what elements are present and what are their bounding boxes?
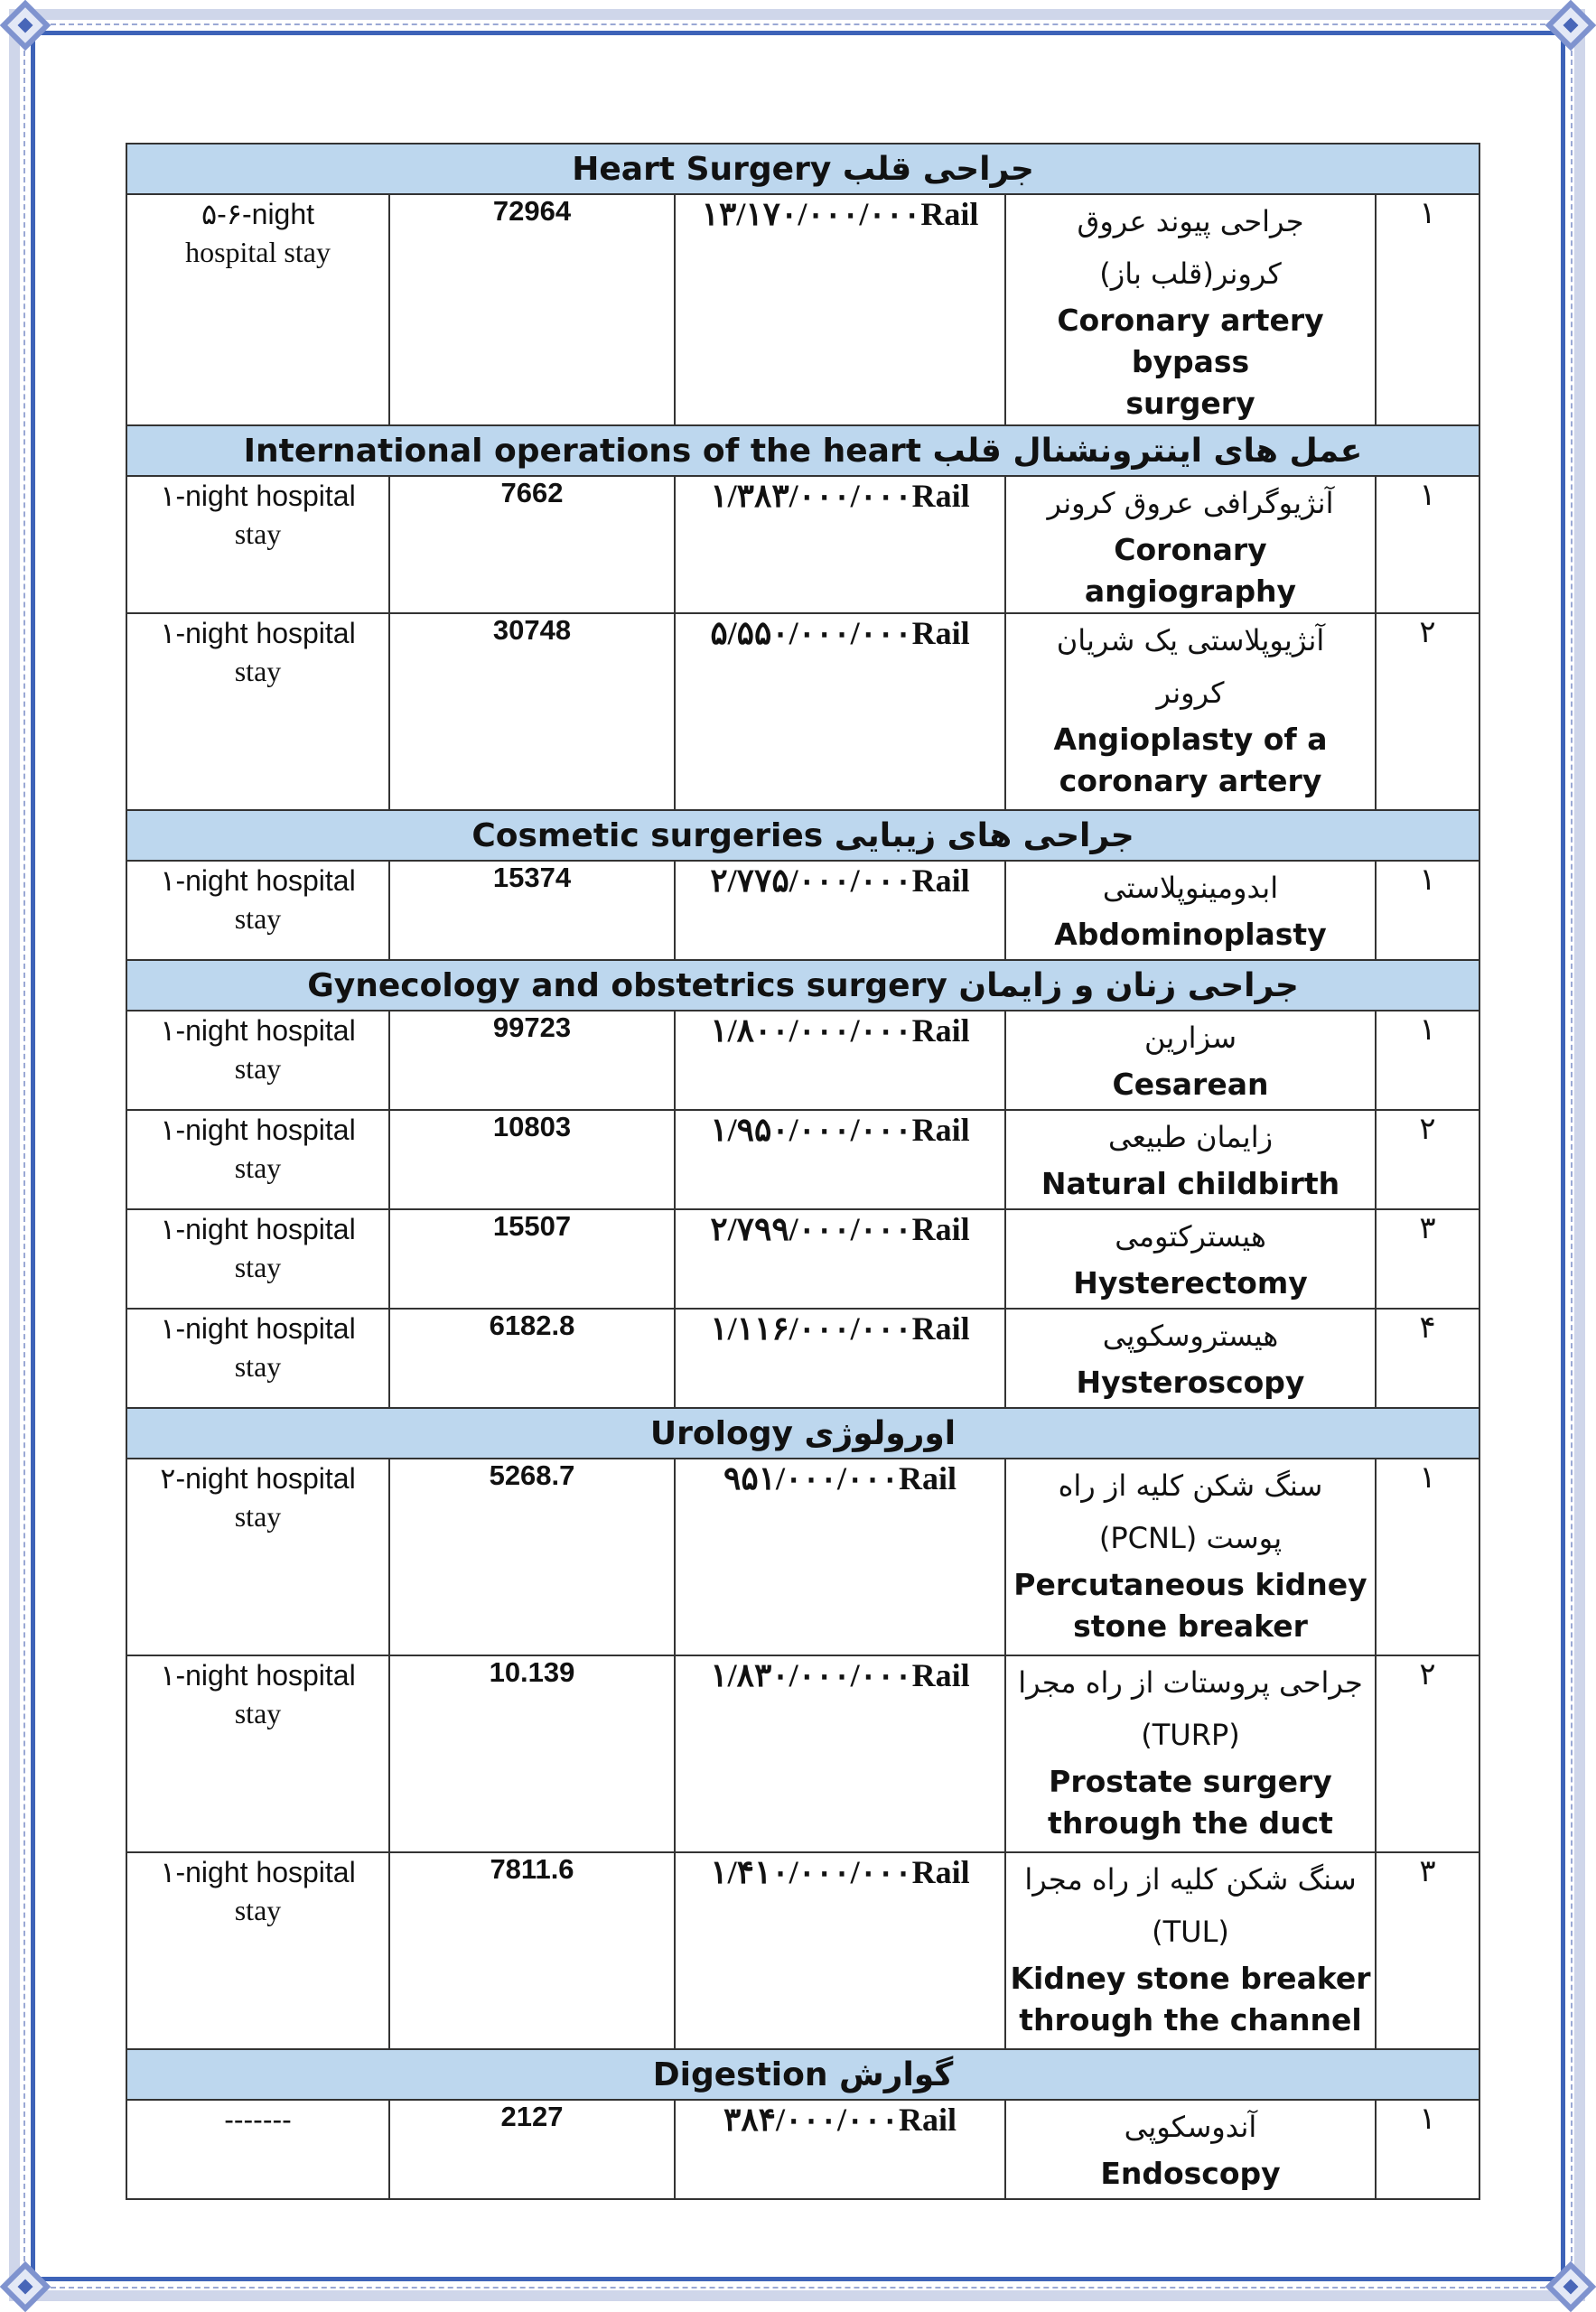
price-cell: ۱۳/۱۷۰/۰۰۰/۰۰۰Rail bbox=[675, 194, 1005, 425]
procedure-name-fa: ابدومینوپلاستی bbox=[1102, 871, 1279, 905]
hospital-stay-cell bbox=[126, 1011, 389, 1110]
procedure-name-fa: جراحی پروستات از راه مجرا bbox=[1018, 1665, 1363, 1700]
procedure-code-cell: 6182.8 bbox=[389, 1309, 675, 1408]
procedure-name-fa: پوست (PCNL) bbox=[1098, 1521, 1283, 1555]
hospital-stay-line: stay bbox=[234, 1697, 282, 1729]
procedure-name-cell bbox=[1005, 1852, 1376, 2049]
procedure-row bbox=[126, 194, 1479, 425]
section-header-cell bbox=[126, 2049, 1479, 2100]
procedure-code-cell: 10.139 bbox=[389, 1655, 675, 1852]
hospital-stay-cell bbox=[126, 1655, 389, 1852]
procedure-name-en: Coronary artery bypass bbox=[1057, 303, 1324, 379]
procedure-name-fa: جراحی پیوند عروق bbox=[1077, 204, 1304, 238]
procedure-name-en: Coronary angiography bbox=[1084, 532, 1297, 609]
section-title bbox=[572, 151, 1034, 188]
procedure-name-fa: آندوسکوپی bbox=[1124, 2110, 1257, 2144]
section-title-en: Urology bbox=[649, 1414, 793, 1452]
surgery-price-table bbox=[126, 143, 1480, 2200]
section-title-en: International operations of the heart bbox=[243, 432, 921, 470]
hospital-stay-line: ۱-night hospital bbox=[160, 864, 356, 897]
procedure-row bbox=[126, 476, 1479, 613]
procedure-name-cell bbox=[1005, 613, 1376, 810]
procedure-name-fa: (TURP) bbox=[1141, 1718, 1240, 1752]
procedure-name-fa: آنژیوگرافی عروق کرونر bbox=[1047, 486, 1334, 520]
procedure-name-cell bbox=[1005, 1309, 1376, 1408]
hospital-stay-line: ------- bbox=[224, 2103, 292, 2136]
hospital-stay-cell bbox=[126, 1309, 389, 1408]
hospital-stay-line: ۱-night hospital bbox=[160, 1114, 356, 1146]
procedure-name-cell bbox=[1005, 476, 1376, 613]
section-title bbox=[653, 2056, 954, 2093]
hospital-stay-cell bbox=[126, 1209, 389, 1309]
price-cell: ۱/۸۰۰/۰۰۰/۰۰۰Rail bbox=[675, 1011, 1005, 1110]
procedure-code-cell: 7662 bbox=[389, 476, 675, 613]
procedure-row bbox=[126, 861, 1479, 960]
procedure-code-cell: 7811.6 bbox=[389, 1852, 675, 2049]
procedure-name-en: Natural childbirth bbox=[1041, 1166, 1340, 1201]
section-header-row bbox=[126, 2049, 1479, 2100]
row-number-cell: ۲ bbox=[1376, 613, 1479, 810]
hospital-stay-line: hospital stay bbox=[185, 236, 331, 268]
section-title-en: Digestion bbox=[652, 2056, 828, 2093]
hospital-stay-line: stay bbox=[234, 1500, 282, 1533]
procedure-code-cell: 15374 bbox=[389, 861, 675, 960]
procedure-code-cell: 15507 bbox=[389, 1209, 675, 1309]
procedure-code-cell: 2127 bbox=[389, 2100, 675, 2199]
procedure-name-cell bbox=[1005, 1655, 1376, 1852]
price-cell: ۲/۷۹۹/۰۰۰/۰۰۰Rail bbox=[675, 1209, 1005, 1309]
section-header-cell bbox=[126, 960, 1479, 1011]
section-title bbox=[471, 817, 1134, 854]
hospital-stay-line: ۱-night hospital bbox=[160, 1856, 356, 1888]
hospital-stay-line: ۱-night hospital bbox=[160, 1014, 356, 1047]
row-number-cell: ۱ bbox=[1376, 194, 1479, 425]
procedure-name-en: Percutaneous kidney bbox=[1013, 1567, 1367, 1602]
procedure-name-fa: سزارین bbox=[1143, 1021, 1237, 1055]
hospital-stay-cell bbox=[126, 194, 389, 425]
hospital-stay-line: stay bbox=[234, 655, 282, 687]
row-number-cell: ۱ bbox=[1376, 861, 1479, 960]
procedure-row bbox=[126, 1655, 1479, 1852]
procedure-name-fa: هیسترکتومی bbox=[1115, 1219, 1266, 1254]
section-title-fa: اورولوژی bbox=[804, 1414, 957, 1452]
section-header-row bbox=[126, 144, 1479, 194]
section-title bbox=[244, 433, 1363, 470]
price-cell: ۱/۴۱۰/۰۰۰/۰۰۰Rail bbox=[675, 1852, 1005, 2049]
section-title-en: Gynecology and obstetrics surgery bbox=[307, 966, 947, 1004]
hospital-stay-line: ۱-night hospital bbox=[160, 480, 356, 512]
procedure-name-en: through the channel bbox=[1019, 2002, 1362, 2037]
hospital-stay-line: stay bbox=[234, 1894, 282, 1926]
hospital-stay-cell bbox=[126, 2100, 389, 2199]
procedure-name-cell bbox=[1005, 861, 1376, 960]
procedure-row bbox=[126, 1011, 1479, 1110]
procedure-name-cell bbox=[1005, 194, 1376, 425]
procedure-name-fa: هیستروسکوپی bbox=[1102, 1319, 1279, 1353]
section-title-fa: گوارش bbox=[839, 2056, 954, 2093]
price-cell: ۹۵۱/۰۰۰/۰۰۰Rail bbox=[675, 1459, 1005, 1655]
price-cell: ۱/۳۸۳/۰۰۰/۰۰۰Rail bbox=[675, 476, 1005, 613]
section-title-en: Heart Surgery bbox=[572, 150, 832, 188]
hospital-stay-line: stay bbox=[234, 517, 282, 550]
hospital-stay-line: ۱-night hospital bbox=[160, 1659, 356, 1692]
section-header-cell bbox=[126, 810, 1479, 861]
procedure-row bbox=[126, 2100, 1479, 2199]
hospital-stay-cell bbox=[126, 1852, 389, 2049]
hospital-stay-line: ۱-night hospital bbox=[160, 1312, 356, 1345]
price-cell: ۱/۸۳۰/۰۰۰/۰۰۰Rail bbox=[675, 1655, 1005, 1852]
procedure-name-en: Hysterectomy bbox=[1073, 1265, 1308, 1300]
procedure-name-fa: زایمان طبیعی bbox=[1107, 1120, 1274, 1154]
procedure-row bbox=[126, 1209, 1479, 1309]
row-number-cell: ۴ bbox=[1376, 1309, 1479, 1408]
procedure-name-cell bbox=[1005, 1110, 1376, 1209]
procedure-name-cell bbox=[1005, 1011, 1376, 1110]
row-number-cell: ۳ bbox=[1376, 1209, 1479, 1309]
hospital-stay-line: ۵-۶-night bbox=[201, 198, 315, 230]
procedure-name-en: Endoscopy bbox=[1100, 2156, 1281, 2191]
hospital-stay-line: stay bbox=[234, 1151, 282, 1184]
procedure-name-en: stone breaker bbox=[1073, 1608, 1308, 1644]
hospital-stay-cell bbox=[126, 1459, 389, 1655]
hospital-stay-cell bbox=[126, 861, 389, 960]
hospital-stay-cell bbox=[126, 613, 389, 810]
price-cell: ۵/۵۵۰/۰۰۰/۰۰۰Rail bbox=[675, 613, 1005, 810]
procedure-code-cell: 72964 bbox=[389, 194, 675, 425]
procedure-row bbox=[126, 1852, 1479, 2049]
section-title bbox=[650, 1415, 956, 1452]
row-number-cell: ۳ bbox=[1376, 1852, 1479, 2049]
hospital-stay-cell bbox=[126, 476, 389, 613]
procedure-code-cell: 30748 bbox=[389, 613, 675, 810]
procedure-name-cell bbox=[1005, 1459, 1376, 1655]
section-header-row bbox=[126, 1408, 1479, 1459]
procedure-name-en: Hysteroscopy bbox=[1076, 1365, 1305, 1400]
procedure-name-en: surgery bbox=[1125, 386, 1255, 421]
procedure-name-en: Prostate surgery bbox=[1049, 1764, 1332, 1799]
procedure-row bbox=[126, 1459, 1479, 1655]
procedure-code-cell: 10803 bbox=[389, 1110, 675, 1209]
procedure-name-en: through the duct bbox=[1048, 1805, 1333, 1841]
section-title-fa: جراحی زنان و زایمان bbox=[958, 966, 1299, 1004]
section-title bbox=[307, 967, 1299, 1004]
hospital-stay-line: stay bbox=[234, 1052, 282, 1085]
procedure-name-en: Angioplasty of a bbox=[1053, 722, 1328, 757]
hospital-stay-cell bbox=[126, 1110, 389, 1209]
section-title-fa: عمل های اینترونشنال قلب bbox=[932, 432, 1363, 470]
row-number-cell: ۲ bbox=[1376, 1655, 1479, 1852]
price-cell: ۱/۱۱۶/۰۰۰/۰۰۰Rail bbox=[675, 1309, 1005, 1408]
hospital-stay-line: ۲-night hospital bbox=[160, 1462, 356, 1495]
procedure-name-fa: آنژیوپلاستی یک شریان bbox=[1056, 623, 1325, 657]
row-number-cell: ۲ bbox=[1376, 1110, 1479, 1209]
procedure-name-fa: سنگ شکن کلیه از راه مجرا bbox=[1024, 1862, 1357, 1897]
procedure-name-fa: سنگ شکن کلیه از راه bbox=[1058, 1468, 1323, 1503]
procedure-name-en: Cesarean bbox=[1112, 1067, 1269, 1102]
hospital-stay-line: stay bbox=[234, 1251, 282, 1283]
hospital-stay-line: ۱-night hospital bbox=[160, 1213, 356, 1245]
procedure-code-cell: 5268.7 bbox=[389, 1459, 675, 1655]
procedure-row bbox=[126, 1309, 1479, 1408]
procedure-row bbox=[126, 613, 1479, 810]
row-number-cell: ۱ bbox=[1376, 2100, 1479, 2199]
section-header-cell bbox=[126, 425, 1479, 476]
price-cell: ۲/۷۷۵/۰۰۰/۰۰۰Rail bbox=[675, 861, 1005, 960]
section-header-row bbox=[126, 810, 1479, 861]
procedure-name-en: Kidney stone breaker bbox=[1010, 1961, 1371, 1996]
hospital-stay-line: stay bbox=[234, 1350, 282, 1383]
procedure-name-fa: (TUL) bbox=[1152, 1915, 1229, 1949]
price-cell: ۳۸۴/۰۰۰/۰۰۰Rail bbox=[675, 2100, 1005, 2199]
section-header-cell bbox=[126, 144, 1479, 194]
row-number-cell: ۱ bbox=[1376, 1011, 1479, 1110]
row-number-cell: ۱ bbox=[1376, 476, 1479, 613]
hospital-stay-line: stay bbox=[234, 902, 282, 935]
procedure-name-en: Abdominoplasty bbox=[1054, 917, 1327, 952]
procedure-name-en: coronary artery bbox=[1059, 763, 1322, 798]
hospital-stay-line: ۱-night hospital bbox=[160, 617, 356, 649]
price-cell: ۱/۹۵۰/۰۰۰/۰۰۰Rail bbox=[675, 1110, 1005, 1209]
procedure-name-fa: کرونر bbox=[1156, 676, 1225, 710]
procedure-name-fa: کرونر(قلب باز) bbox=[1099, 256, 1282, 291]
section-title-fa: جراحی قلب bbox=[842, 150, 1034, 188]
procedure-name-cell bbox=[1005, 2100, 1376, 2199]
section-title-en: Cosmetic surgeries bbox=[471, 816, 824, 854]
section-header-row bbox=[126, 425, 1479, 476]
row-number-cell: ۱ bbox=[1376, 1459, 1479, 1655]
procedure-name-cell bbox=[1005, 1209, 1376, 1309]
procedure-code-cell: 99723 bbox=[389, 1011, 675, 1110]
section-header-row bbox=[126, 960, 1479, 1011]
procedure-row bbox=[126, 1110, 1479, 1209]
section-title-fa: جراحی های زیبایی bbox=[834, 816, 1134, 854]
section-header-cell bbox=[126, 1408, 1479, 1459]
